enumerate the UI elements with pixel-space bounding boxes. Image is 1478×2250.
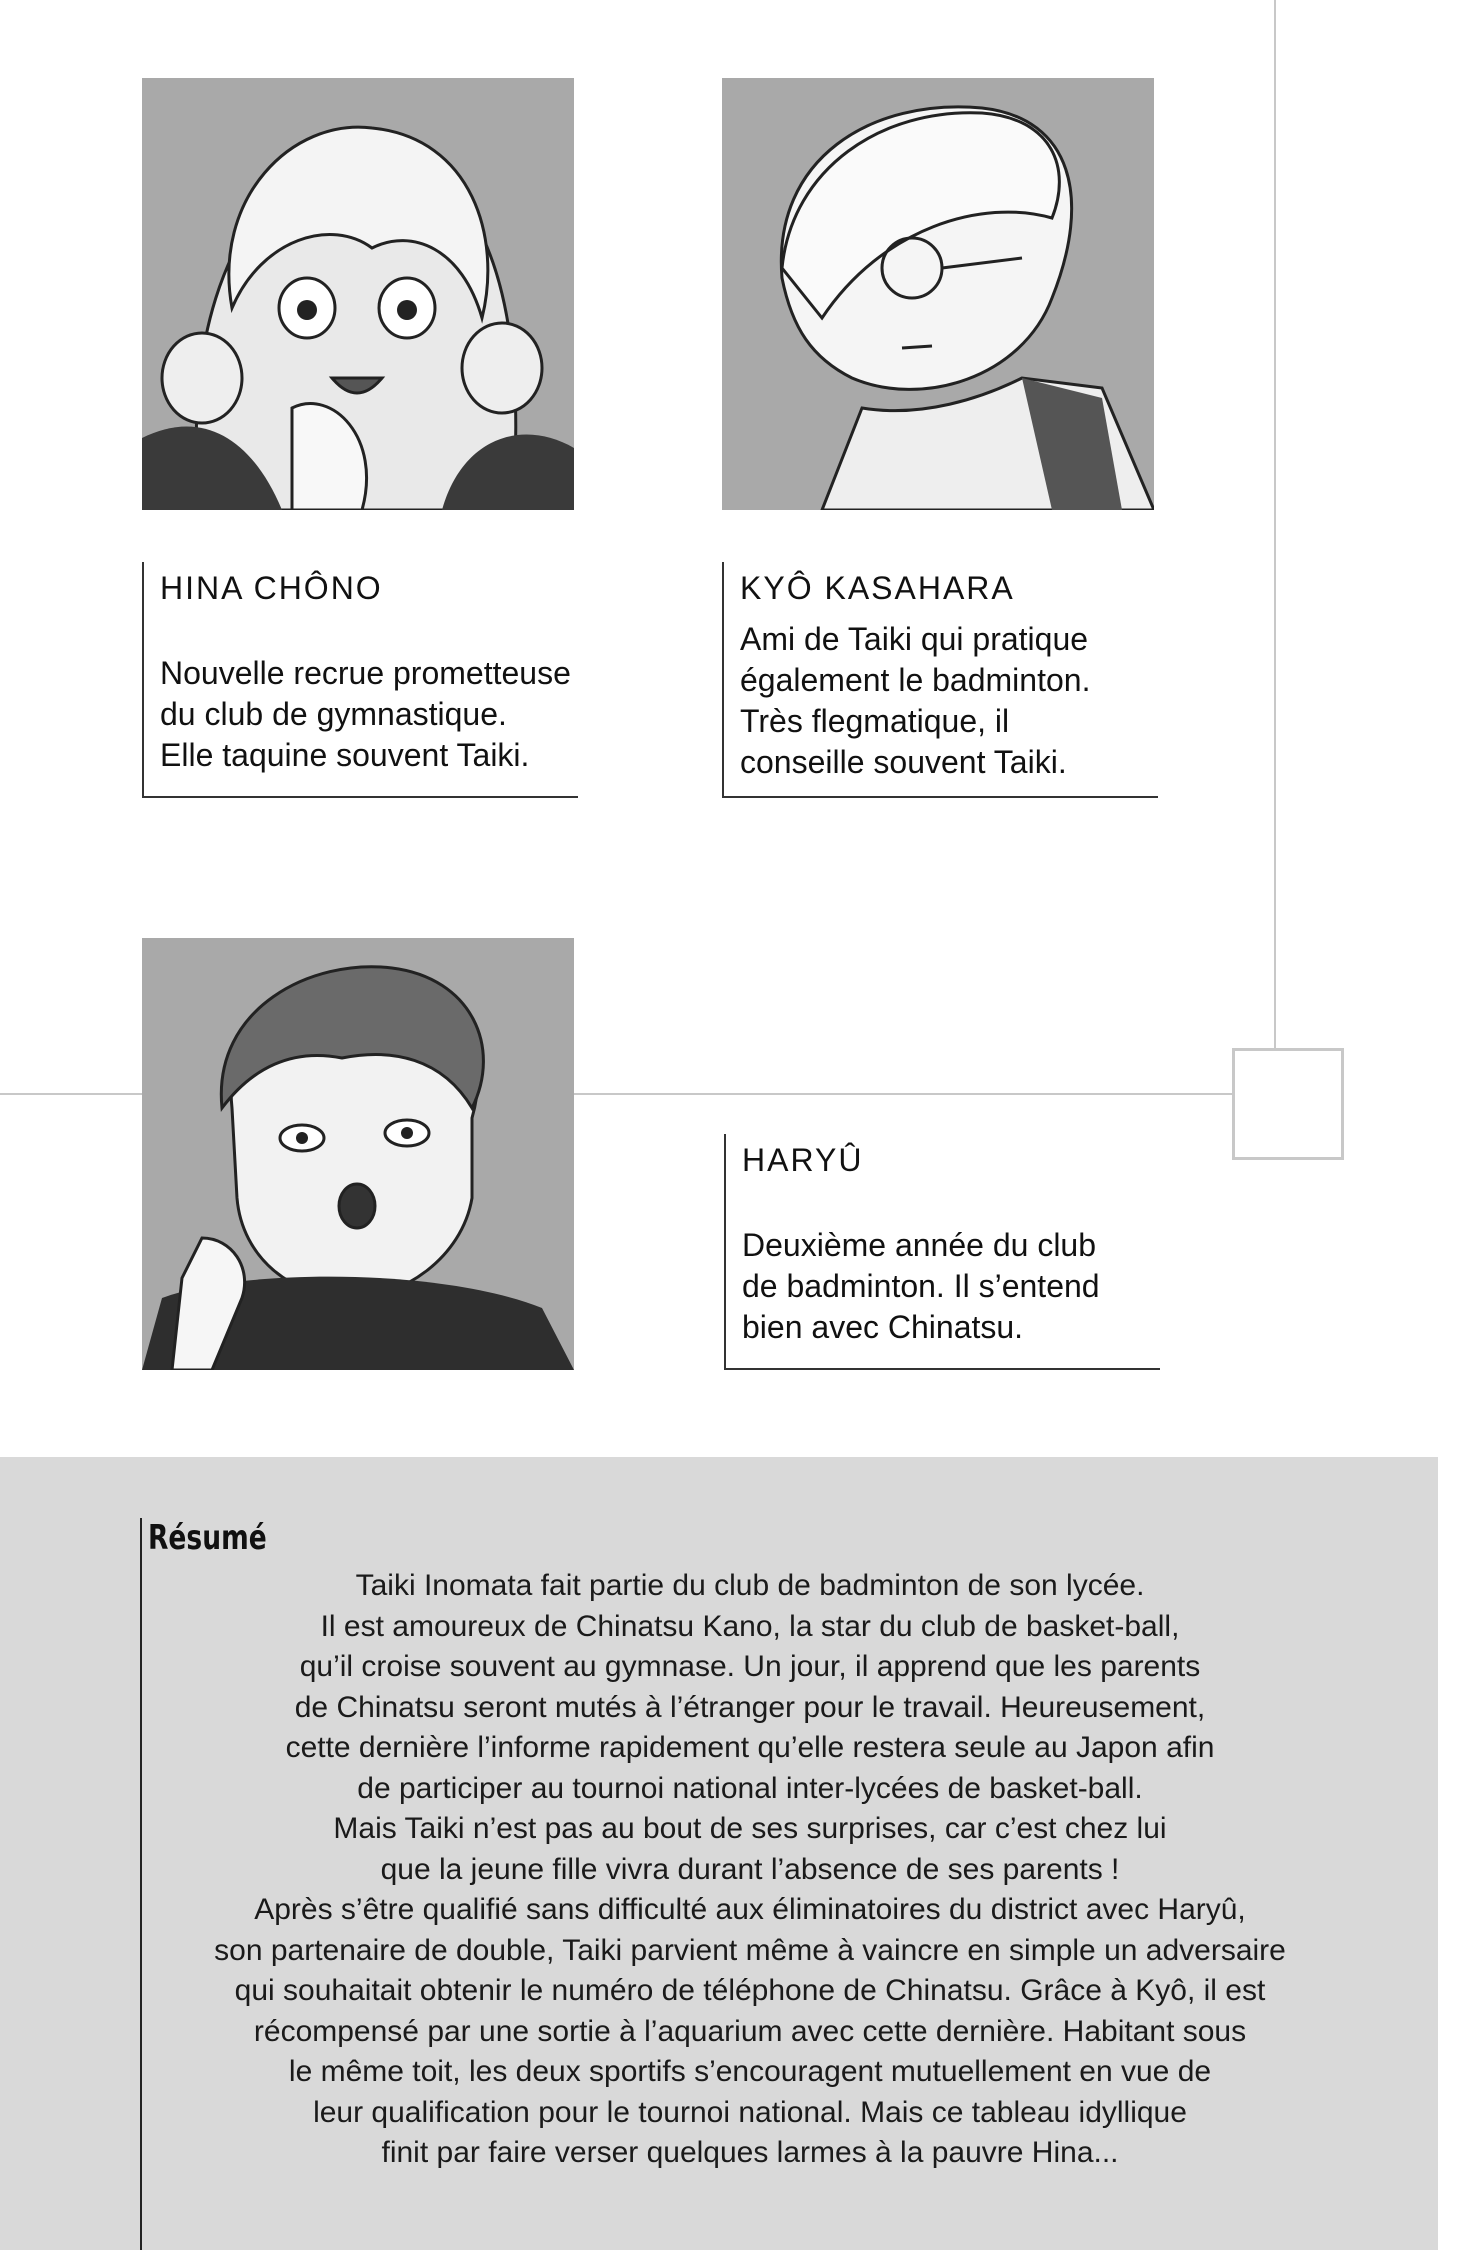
haryu-illustration bbox=[142, 938, 574, 1370]
summary-title-text: Résumé bbox=[148, 1518, 267, 1558]
decorative-square bbox=[1232, 1048, 1344, 1160]
character-description: Deuxième année du club de badminton. Il s’entend bien avec Chinatsu. bbox=[742, 1227, 1100, 1345]
summary-line: Taiki Inomata fait partie du club de badminton de son lycée. bbox=[355, 1569, 1145, 1602]
summary-line: cette dernière l’informe rapidement qu’elle restera seule au Japon afin bbox=[285, 1731, 1215, 1764]
decorative-vertical-line bbox=[1274, 0, 1276, 1095]
character-card-haryu bbox=[724, 1134, 1160, 1370]
summary-line: Il est amoureux de Chinatsu Kano, la star du club de basket-ball, bbox=[320, 1609, 1180, 1643]
portrait-kyo-kasahara bbox=[722, 78, 1154, 510]
character-name: KYÔ KASAHARA bbox=[740, 570, 1015, 606]
character-description: Nouvelle recrue prometteuse du club de gymnastique. Elle taquine souvent Taiki. bbox=[160, 655, 571, 773]
summary-line: de Chinatsu seront mutés à l’étranger pour le travail. Heureusement, bbox=[294, 1690, 1206, 1724]
summary-line: leur qualification pour le tournoi national. Mais ce tableau idyllique bbox=[313, 2095, 1187, 2129]
summary-line: que la jeune fille vivra durant l’absence de ses parents ! bbox=[380, 1852, 1120, 1886]
portrait-hina-chono bbox=[142, 78, 574, 510]
summary-line: finit par faire verser quelques larmes à la pauvre Hina... bbox=[381, 2136, 1119, 2169]
summary-line: le même toit, les deux sportifs s’encouragent mutuellement en vue de bbox=[288, 2055, 1212, 2088]
summary-line: qui souhaitait obtenir le numéro de téléphone de Chinatsu. Grâce à Kyô, il est bbox=[234, 1974, 1266, 2007]
character-name: HINA CHÔNO bbox=[160, 570, 383, 606]
summary-line: Après s’être qualifié sans difficulté aux éliminatoires du district avec Haryû, bbox=[254, 1893, 1246, 1926]
character-card-kyo bbox=[722, 562, 1158, 798]
portrait-haryu bbox=[142, 938, 574, 1370]
character-description: Ami de Taiki qui pratique également le badminton. Très flegmatique, il conseille souvent Taiki. bbox=[740, 621, 1091, 780]
character-name: HARYÛ bbox=[742, 1142, 864, 1178]
summary-line: récompensé par une sortie à l’aquarium avec cette dernière. Habitant sous bbox=[253, 2014, 1247, 2048]
hina-illustration bbox=[142, 78, 574, 510]
summary-line: Mais Taiki n’est pas au bout de ses surprises, car c’est chez lui bbox=[333, 1812, 1167, 1845]
character-card-hina bbox=[142, 562, 578, 798]
summary-line: son partenaire de double, Taiki parvient même à vaincre en simple un adversaire bbox=[214, 1933, 1286, 1967]
summary-line: de participer au tournoi national inter-lycées de basket-ball. bbox=[357, 1771, 1143, 1805]
summary-text bbox=[150, 1566, 1350, 2174]
summary-line: qu’il croise souvent au gymnase. Un jour, il apprend que les parents bbox=[299, 1650, 1201, 1683]
kyo-illustration bbox=[722, 78, 1154, 510]
